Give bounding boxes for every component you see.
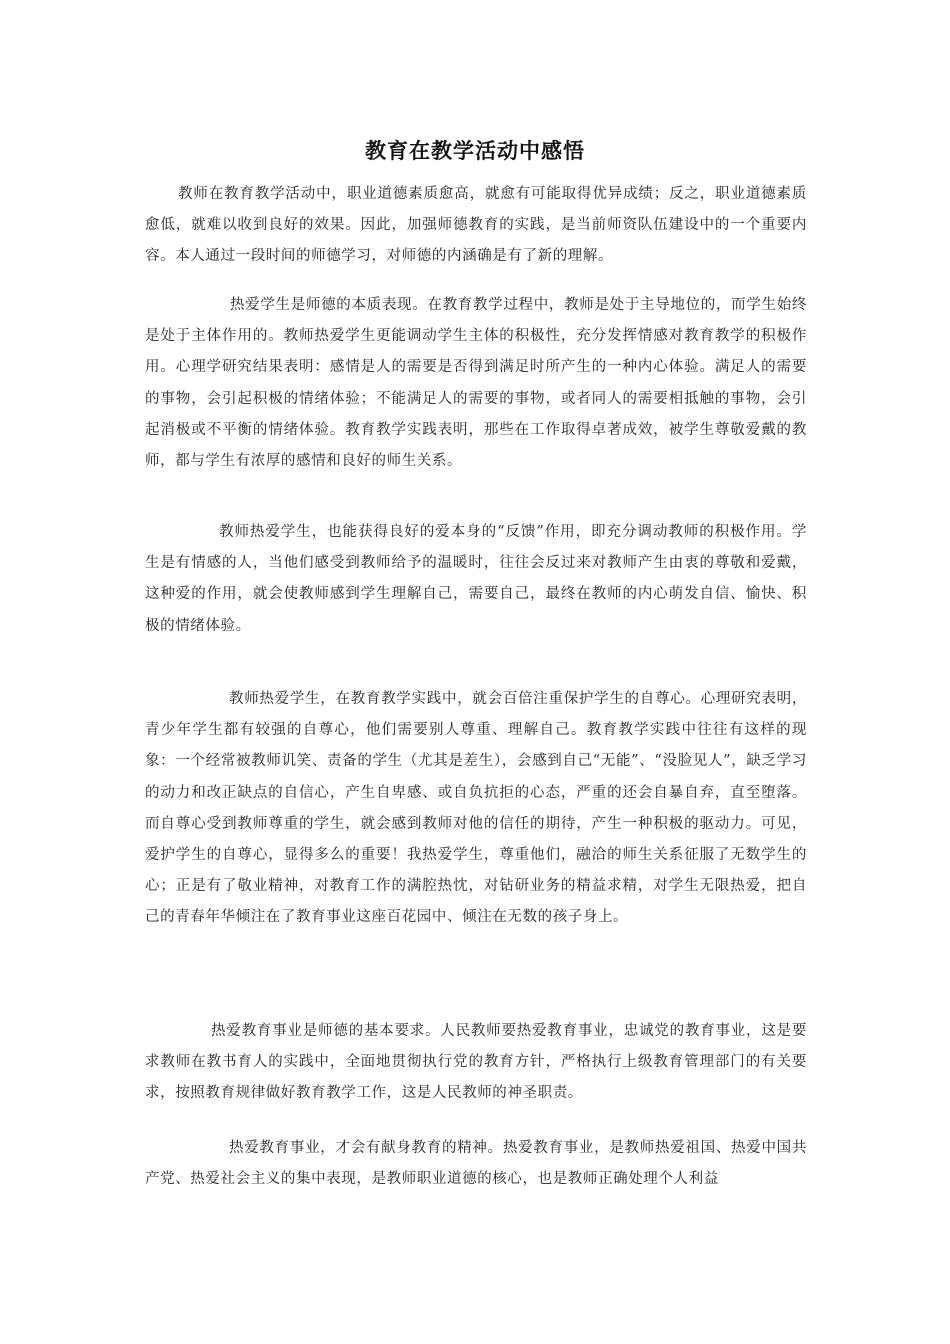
paragraph-2: 热爱学生是师德的本质表现。在教育教学过程中，教师是处于主导地位的，而学生始终是处于主体作用的。教师热爱学生更能调动学生主体的积极性，充分发挥情感对教育教学的积极作用。心理学研究结果表明：感情是人的需要是否得到满足时所产生的一种内心体验。满足人的需要的事物，会引起积极的情绪体验；不能满足人的需要的事物，或者同人的需要相抵触的事物，会引起消极或不平衡的情绪体验。教育教学实践表明，那些在工作取得卓著成效，被学生尊敬爱戴的教师，都与学生有浓厚的感情和良好的师生关系。 [145,297,807,470]
paragraph-1: 教师在教育教学活动中，职业道德素质愈高，就愈有可能取得优异成绩；反之，职业道德素质愈低，就难以收到良好的效果。因此，加强师德教育的实践，是当前师资队伍建设中的一个重要内容。本人通过一段时间的师德学习，对师德的内涵确是有了新的理解。 [145,186,807,265]
paragraph-4: 教师热爱学生，在教育教学实践中，就会百倍注重保护学生的自尊心。心理研究表明，青少年学生都有较强的自尊心，他们需要别人尊重、理解自己。教育教学实践中往往有这样的现象：一个经常被教师讥笑、责备的学生（尤其是差生），会感到自己“无能”、“没脸见人”，缺乏学习的动力和改正缺点的自信心，产生自卑感、或自负抗拒的心态，严重的还会自暴自弃，直至堕落。而自尊心受到教师尊重的学生，就会感到教师对他的信任的期待，产生一种积极的驱动力。可见，爱护学生的自尊心，显得多么的重要！我热爱学生，尊重他们，融洽的师生关系征服了无数学生的心；正是有了敬业精神，对教育工作的满腔热忱，对钻研业务的精益求精，对学生无限热爱，把自己的青春年华倾注在了教育事业这座百花园中、倾注在无数的孩子身上。 [145,691,807,926]
page-title: 教育在教学活动中感悟 [365,138,585,164]
paragraph-6: 热爱教育事业，才会有献身教育的精神。热爱教育事业，是教师热爱祖国、热爱中国共产党、热爱社会主义的集中表现，是教师职业道德的核心，也是教师正确处理个人利益 [145,1140,807,1188]
paragraph-5: 热爱教育事业是师德的基本要求。人民教师要热爱教育事业，忠诚党的教育事业，这是要求教师在教书育人的实践中，全面地贯彻执行党的教育方针，严格执行上级教育管理部门的有关要求，按照教育规律做好教育教学工作，这是人民教师的神圣职责。 [145,1023,807,1102]
paragraph-3: 教师热爱学生，也能获得良好的爱本身的“反馈”作用，即充分调动教师的积极作用。学生是有情感的人，当他们感受到教师给予的温暖时，往往会反过来对教师产生由衷的尊敬和爱戴，这种爱的作用，就会使教师感到学生理解自己，需要自己，最终在教师的内心萌发自信、愉快、积极的情绪体验。 [145,524,807,634]
